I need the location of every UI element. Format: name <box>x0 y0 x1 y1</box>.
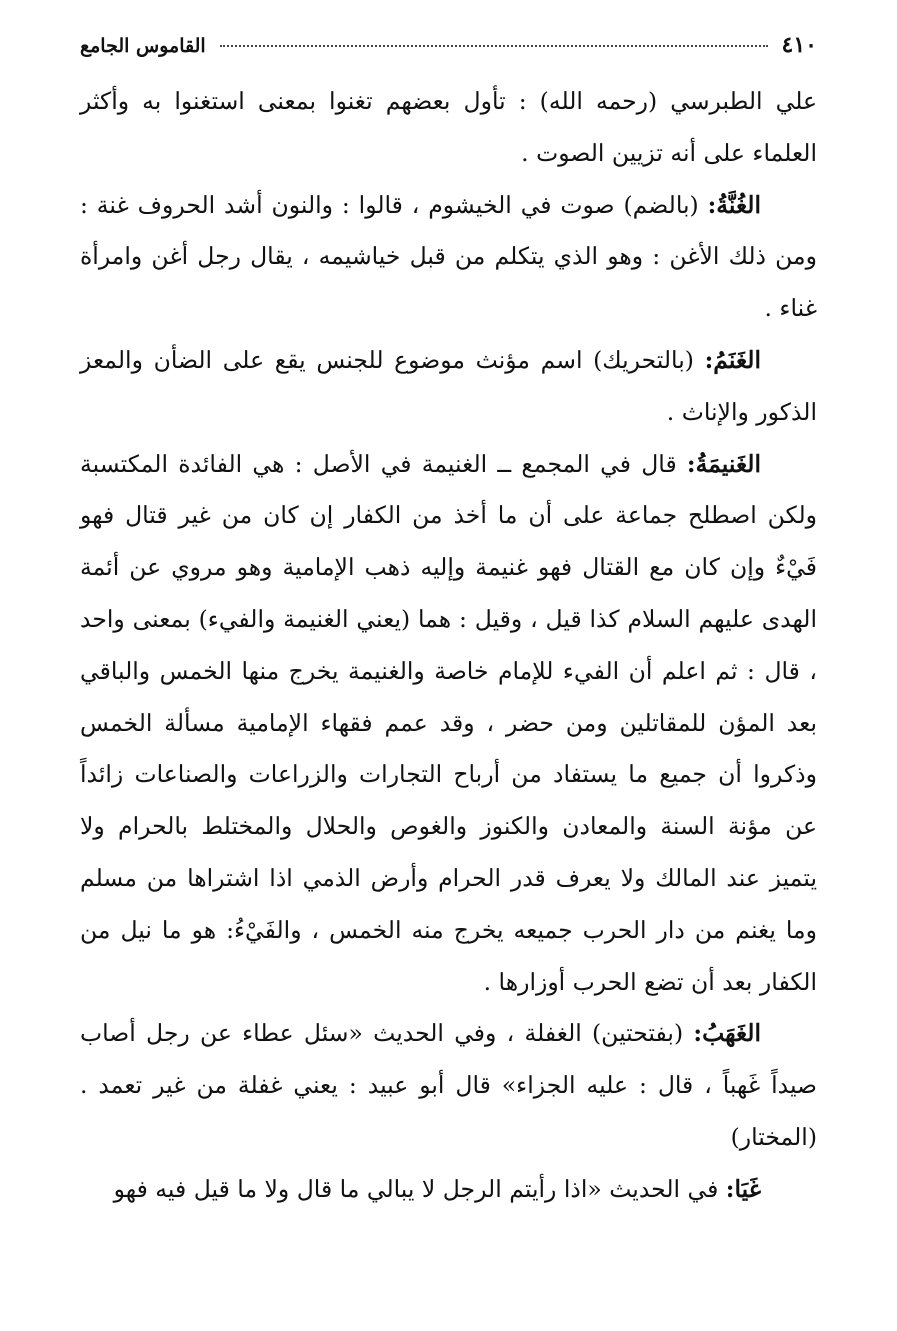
page-body <box>80 76 817 1216</box>
entry-headword: الغَهَبُ: <box>693 1019 761 1048</box>
page-header <box>80 32 817 76</box>
entry-ghunna <box>80 180 817 335</box>
entry-ghahab <box>80 1008 817 1163</box>
entry-ghanam <box>80 335 817 439</box>
entry-text: (بالتحريك) اسم مؤنث موضوع للجنس يقع على الضأن والمعز الذكور والإناث . <box>80 345 817 426</box>
entry-text: قال في المجمع ــ الغنيمة في الأصل : هي الفائدة المكتسبة ولكن اصطلح جماعة على أن ما أخذ من الكفار إن كان من غير قتال فهو فَيْءٌ وإن كان مع القتال فهو غنيمة وإليه ذهب الإمامية وهو مروي عن أئمة الهدى عليهم السلام كذا قيل ، وقيل : هما (يعني الغنيمة والفيء) بمعنى واحد ، قال : ثم اعلم أن الفيء للإمام خاصة والغنيمة يخرج منها الخمس والباقي بعد المؤن للمقاتلين ومن حضر ، وقد عمم فقهاء الإمامية مسألة الخمس وذكروا أن جميع ما يستفاد من أرباح التجارات والزراعات والصناعات زائداً عن مؤنة السنة والمعادن والكنوز والغوص والحلال والمختلط بالحرام ولا يتميز عند المالك ولا يعرف قدر الحرام وأرض الذمي اذا اشتراها من مسلم وما يغنم من دار الحرب جميعه يخرج منه الخمس ، والفَيْءُ: هو ما نيل من الكفار بعد أن تضع الحرب أوزارها . <box>80 449 817 996</box>
entry-headword: الغَنيمَةُ: <box>686 449 761 478</box>
running-title: القاموس الجامع <box>80 35 206 57</box>
dictionary-page <box>80 32 817 1216</box>
entry-headword: غَيَا: <box>725 1174 761 1203</box>
entry-headword: الغُنَّةُ: <box>707 190 761 219</box>
dotted-leader <box>220 45 768 47</box>
entry-continuation <box>80 76 817 180</box>
entry-text: (بفتحتين) الغفلة ، وفي الحديث «سئل عطاء عن رجل أصاب صيداً غَهباً ، قال : عليه الجزاء» قال أبو عبيد : يعني غفلة من غير تعمد . (المختار) <box>80 1019 817 1151</box>
entry-ghaya <box>80 1164 817 1216</box>
entry-headword: الغَنَمُ: <box>704 345 761 374</box>
entry-text: في الحديث «اذا رأيتم الرجل لا يبالي ما قال ولا ما قيل فيه فهو <box>113 1174 726 1203</box>
entry-ghanima <box>80 439 817 1009</box>
page-number: ٤١٠ <box>781 32 817 58</box>
entry-text: علي الطبرسي (رحمه الله) : تأول بعضهم تغنوا بمعنى استغنوا به وأكثر العلماء على أنه تزيين الصوت . <box>80 87 817 167</box>
entry-text: (بالضم) صوت في الخيشوم ، قالوا : والنون أشد الحروف غنة : ومن ذلك الأغن : وهو الذي يتكلم من قبل خياشيمه ، يقال رجل أغن وامرأة غناء . <box>80 190 817 323</box>
